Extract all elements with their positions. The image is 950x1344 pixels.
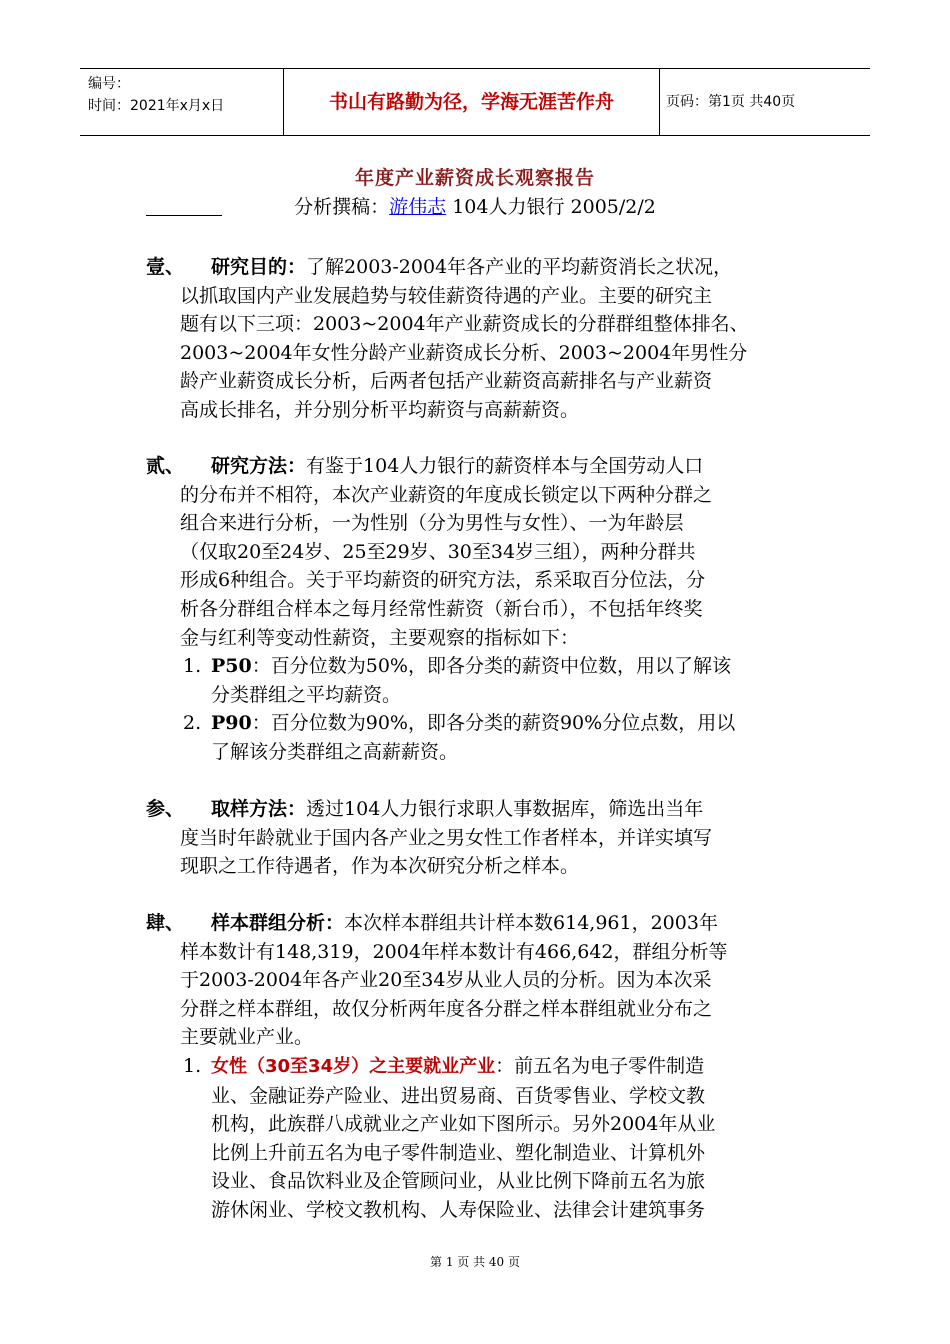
section-line: 于2003-2004年各产业20至34岁从业人员的分析。因为本次采 <box>180 969 712 992</box>
list-line: 游休闲业、学校文教机构、人寿保险业、法律会计建筑事务 <box>211 1198 706 1221</box>
section-line: 形成6种组合。关于平均薪资的研究方法，系采取百分位法，分 <box>180 569 706 592</box>
header-page-info: 页码：第1页 共40页 <box>666 94 796 110</box>
list-text: ：百分位数为50%，即各分类的薪资中位数，用以了解该 <box>251 655 731 677</box>
section-line: 度当时年龄就业于国内各产业之男女性工作者样本，并详实填写 <box>180 826 713 849</box>
section-line: 龄产业薪资成长分析，后两者包括产业薪资高薪排名与产业薪资 <box>180 370 713 393</box>
section-number: 壹、 <box>146 256 185 278</box>
list-number: 1. <box>183 1055 202 1077</box>
header-divider <box>659 69 660 135</box>
section-sampling <box>146 795 816 881</box>
list-line: 业、金融证券产险业、进出贸易商、百货零售业、学校文教 <box>211 1084 706 1107</box>
list-item <box>183 1052 823 1225</box>
section-number: 贰、 <box>146 455 185 477</box>
section-line: 的分布并不相符，本次产业薪资的年度成长锁定以下两种分群之 <box>180 483 713 506</box>
section-number: 肆、 <box>146 912 185 934</box>
page-footer: 第 1 页 共 40 页 <box>430 1255 520 1269</box>
list-number: 2. <box>183 712 202 734</box>
date-label: 时间：2021年x月x日 <box>88 98 225 114</box>
list-line: 比例上升前五名为电子零件制造业、塑化制造业、计算机外 <box>211 1141 706 1164</box>
page-header <box>80 68 870 136</box>
code-label: 编号： <box>88 76 130 92</box>
section-line: （仅取20至24岁、25至29岁、30至34岁三组），两种分群共 <box>180 540 696 563</box>
section-line: 样本数计有148,319，2004年样本数计有466,642，群组分析等 <box>180 940 728 963</box>
list-line: 机构，此族群八成就业之产业如下图所示。另外2004年从业 <box>211 1113 716 1136</box>
short-rule <box>146 215 222 216</box>
list-text: ：百分位数为90%，即各分类的薪资90%分位点数，用以 <box>251 712 736 734</box>
author-prefix: 分析撰稿： <box>294 196 390 218</box>
list-item <box>183 709 823 766</box>
section-heading: 取样方法： <box>211 798 307 820</box>
list-text: ：前五名为电子零件制造 <box>495 1055 705 1077</box>
section-heading: 研究目的： <box>211 256 307 278</box>
list-line: 分类群组之平均薪资。 <box>211 683 402 706</box>
author-suffix: 104人力银行 2005/2/2 <box>446 196 656 218</box>
section-line: 金与红利等变动性薪资，主要观察的指标如下： <box>180 626 580 649</box>
section-line: 主要就业产业。 <box>180 1026 314 1049</box>
section-line: 分群之样本群组，故仅分析两年度各分群之样本群组就业分布之 <box>180 997 713 1020</box>
section-number: 参、 <box>146 798 185 820</box>
list-number: 1. <box>183 655 202 677</box>
section-text: 了解2003-2004年各产业的平均薪资消长之状况， <box>306 256 733 278</box>
list-key: P50 <box>211 655 252 677</box>
section-line: 高成长排名，并分别分析平均薪资与高薪薪资。 <box>180 398 580 421</box>
list-line: 设业、食品饮料业及企管顾问业，从业比例下降前五名为旅 <box>211 1170 706 1193</box>
section-heading: 研究方法： <box>211 455 307 477</box>
author-line <box>0 192 950 219</box>
header-motto: 书山有路勤为径，学海无涯苦作舟 <box>328 91 614 113</box>
section-purpose <box>146 253 816 425</box>
section-text: 有鉴于104人力银行的薪资样本与全国劳动人口 <box>306 455 704 477</box>
list-line: 了解该分类群组之高薪薪资。 <box>211 740 459 763</box>
section-line: 析各分群组合样本之每月经常性薪资（新台币），不包括年终奖 <box>180 597 703 620</box>
author-link[interactable]: 游伟志 <box>389 196 447 218</box>
section-line: 2003~2004年女性分龄产业薪资成长分析、2003~2004年男性分 <box>180 341 748 364</box>
report-title: 年度产业薪资成长观察报告 <box>354 167 595 189</box>
section-method <box>146 452 816 652</box>
section-text: 透过104人力银行求职人事数据库，筛选出当年 <box>306 798 704 820</box>
list-key: P90 <box>211 712 252 734</box>
section-line: 题有以下三项：2003~2004年产业薪资成长的分群群组整体排名、 <box>180 313 749 336</box>
section-line: 现职之工作待遇者，作为本次研究分析之样本。 <box>180 855 580 878</box>
list-item <box>183 652 823 709</box>
section-heading: 样本群组分析： <box>211 912 345 934</box>
section-line: 组合来进行分析，一为性别（分为男性与女性）、一为年龄层 <box>180 512 684 535</box>
section-text: 本次样本群组共计样本数614,961，2003年 <box>344 912 718 934</box>
section-line: 以抓取国内产业发展趋势与较佳薪资待遇的产业。主要的研究主 <box>180 284 713 307</box>
header-meta <box>88 73 284 117</box>
list-key: 女性（30至34岁）之主要就业产业 <box>211 1056 496 1077</box>
section-group-analysis <box>146 909 816 1052</box>
